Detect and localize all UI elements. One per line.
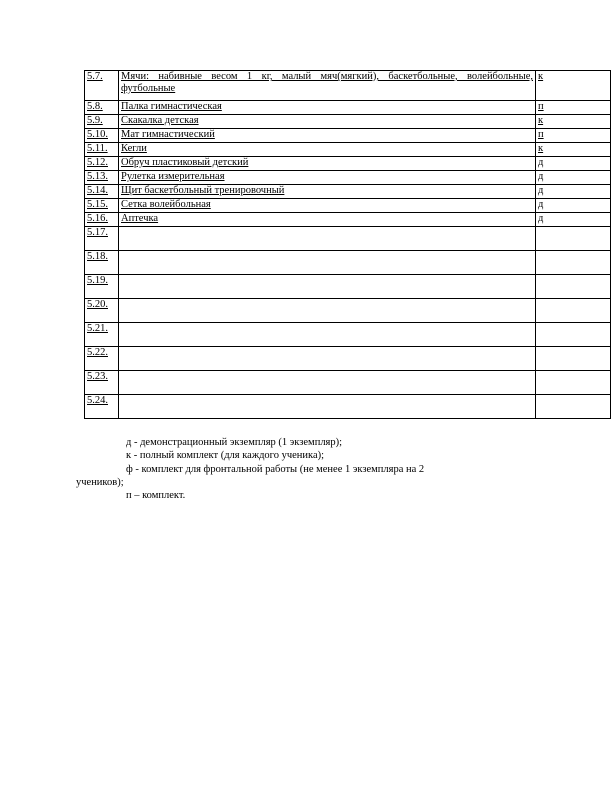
legend-full-set: к - полный комплект (для каждого ученика); — [126, 450, 325, 462]
item-name — [119, 185, 536, 199]
row-number-text: 5.7. — [87, 71, 103, 82]
item-code-text: п — [538, 101, 544, 112]
row-number — [85, 101, 119, 115]
item-name — [119, 371, 536, 395]
item-code — [536, 171, 611, 185]
item-code-text: к — [538, 115, 544, 126]
row-number-text: 5.22. — [87, 347, 108, 358]
item-code-text: к — [538, 143, 544, 154]
table-row — [85, 71, 611, 101]
row-number-text: 5.13. — [87, 171, 108, 182]
item-name — [119, 347, 536, 371]
item-name-text: Мат гимнастический — [121, 129, 215, 140]
row-number — [85, 115, 119, 129]
row-number-text: 5.14. — [87, 185, 108, 196]
item-name-text: Рулетка измерительная — [121, 171, 225, 182]
item-name — [119, 115, 536, 129]
table-row — [85, 323, 611, 347]
item-code-text: п — [538, 129, 544, 140]
legend-set: п – комплект. — [126, 490, 186, 502]
row-number-text: 5.18. — [87, 251, 108, 262]
item-code — [536, 213, 611, 227]
item-name — [119, 299, 536, 323]
table-row — [85, 199, 611, 213]
item-code-text: к — [538, 71, 544, 82]
row-number-text: 5.15. — [87, 199, 108, 210]
row-number-text: 5.16. — [87, 213, 108, 224]
row-number-text: 5.9. — [87, 115, 103, 126]
item-name — [119, 171, 536, 185]
equipment-table — [84, 70, 611, 419]
item-name — [119, 71, 536, 101]
table-row — [85, 347, 611, 371]
row-number — [85, 129, 119, 143]
row-number-text: 5.19. — [87, 275, 108, 286]
row-number — [85, 347, 119, 371]
legend-frontal-continuation: учеников); — [76, 476, 124, 488]
row-number-text: 5.23. — [87, 371, 108, 382]
item-name — [119, 395, 536, 419]
item-code — [536, 227, 611, 251]
item-name-text: Сетка волейбольная — [121, 199, 211, 210]
item-code — [536, 371, 611, 395]
item-name — [119, 143, 536, 157]
row-number-text: 5.24. — [87, 395, 108, 406]
table-row — [85, 171, 611, 185]
table-row — [85, 251, 611, 275]
item-code — [536, 323, 611, 347]
item-name-text: Щит баскетбольный тренировочный — [121, 185, 285, 196]
item-code — [536, 157, 611, 171]
item-code — [536, 251, 611, 275]
item-code — [536, 347, 611, 371]
row-number-text: 5.21. — [87, 323, 108, 334]
row-number — [85, 213, 119, 227]
legend-demo: д - демонстрационный экземпляр (1 экземпляр); — [126, 437, 343, 448]
row-number — [85, 199, 119, 213]
row-number-text: 5.20. — [87, 299, 108, 310]
table-row — [85, 275, 611, 299]
item-name — [119, 251, 536, 275]
item-name — [119, 101, 536, 115]
row-number — [85, 299, 119, 323]
item-name-text: Скакалка детская — [121, 115, 199, 126]
table-row — [85, 129, 611, 143]
row-number — [85, 323, 119, 347]
table-row — [85, 395, 611, 419]
row-number — [85, 185, 119, 199]
row-number — [85, 275, 119, 299]
item-code — [536, 115, 611, 129]
table-row — [85, 213, 611, 227]
table-row — [85, 115, 611, 129]
row-number-text: 5.11. — [87, 143, 108, 154]
item-code-text: д — [538, 171, 544, 182]
row-number-text: 5.12. — [87, 157, 108, 168]
item-name — [119, 323, 536, 347]
item-code — [536, 71, 611, 101]
item-code — [536, 199, 611, 213]
table-row — [85, 227, 611, 251]
item-name — [119, 129, 536, 143]
table-row — [85, 143, 611, 157]
row-number-text: 5.8. — [87, 101, 103, 112]
row-number — [85, 395, 119, 419]
item-name-text: Кегли — [121, 143, 147, 154]
row-number-text: 5.10. — [87, 129, 108, 140]
item-name — [119, 227, 536, 251]
row-number — [85, 227, 119, 251]
item-name-text: Палка гимнастическая — [121, 101, 222, 112]
item-code-text: д — [538, 185, 544, 196]
item-name — [119, 199, 536, 213]
table-row — [85, 101, 611, 115]
item-code — [536, 129, 611, 143]
item-code — [536, 299, 611, 323]
row-number-text: 5.17. — [87, 227, 108, 238]
item-code — [536, 395, 611, 419]
row-number — [85, 71, 119, 101]
legend-frontal: ф - комплект для фронтальной работы (не менее 1 экземпляра на 2 — [126, 463, 425, 475]
row-number — [85, 171, 119, 185]
item-code — [536, 101, 611, 115]
row-number — [85, 143, 119, 157]
item-name — [119, 275, 536, 299]
equipment-table-body — [85, 71, 611, 419]
legend-notes — [76, 436, 554, 502]
item-name-text: Мячи: набивные весом 1 кг, малый мяч(мягкий), баскетбольные, волейбольные, футбольные — [121, 71, 533, 94]
row-number — [85, 157, 119, 171]
item-name-text: Обруч пластиковый детский — [121, 157, 249, 168]
item-code — [536, 143, 611, 157]
row-number — [85, 251, 119, 275]
item-code-text: д — [538, 157, 544, 168]
item-name — [119, 157, 536, 171]
item-code — [536, 185, 611, 199]
item-name — [119, 213, 536, 227]
table-row — [85, 371, 611, 395]
row-number — [85, 371, 119, 395]
item-code-text: д — [538, 213, 544, 224]
table-row — [85, 299, 611, 323]
item-name-text: Аптечка — [121, 213, 159, 224]
table-row — [85, 157, 611, 171]
item-code-text: д — [538, 199, 544, 210]
item-code — [536, 275, 611, 299]
table-row — [85, 185, 611, 199]
